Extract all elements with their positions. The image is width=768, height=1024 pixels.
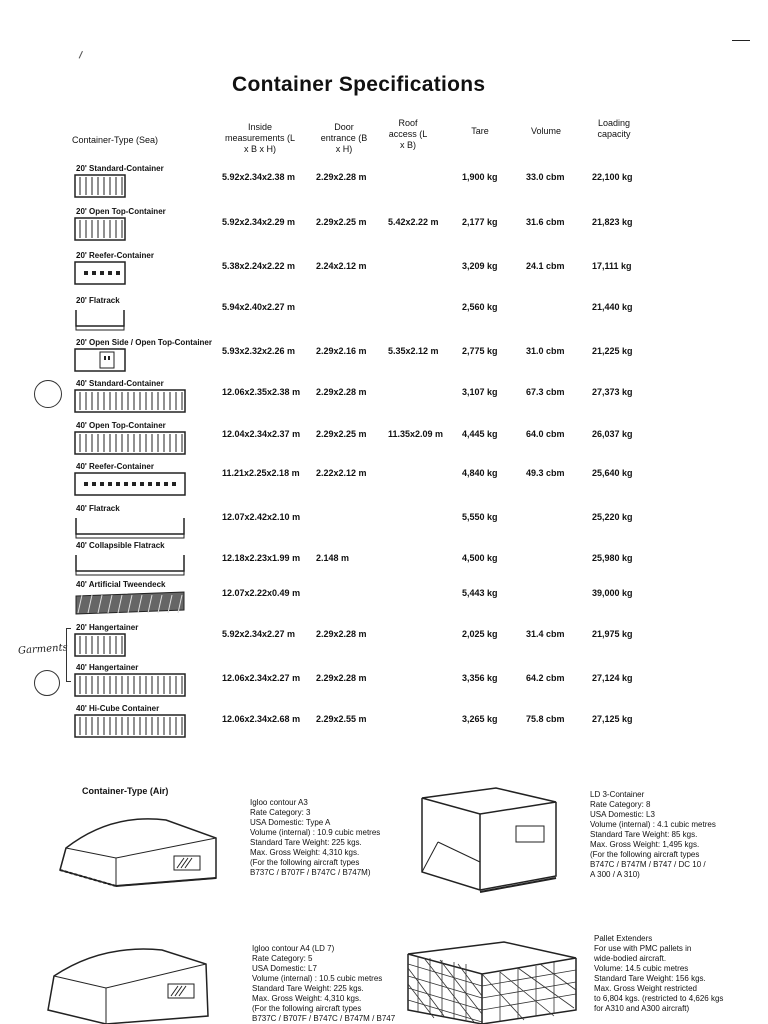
cell-volume: 49.3 cbm	[526, 468, 565, 478]
cell-tare: 1,900 kg	[462, 172, 498, 182]
cell-loading: 27,124 kg	[592, 673, 633, 683]
cell-inside: 12.06x2.34x2.68 m	[222, 714, 301, 724]
scan-mark-top-right	[732, 40, 750, 41]
reefer-20-icon	[74, 261, 126, 287]
header-door: Door entrance (B x H)	[320, 122, 368, 154]
air-item-pallet-extenders: Pallet Extenders For use with PMC pallets in wide-bodied aircraft. Volume: 14.5 cubic metres Standard Tare Weight: 156 kgs. Max. Gross Weight restricted to 6,804 kgs. (restricted to 4,626 kgs for A310 and A300 aircraft)	[594, 934, 724, 1013]
container-type-name: 40' Collapsible Flatrack	[76, 541, 165, 550]
cell-inside: 12.06x2.34x2.27 m	[222, 673, 301, 683]
table-row	[0, 623, 768, 663]
bracket-mark	[66, 628, 71, 682]
cell-loading: 25,640 kg	[592, 468, 633, 478]
cell-tare: 2,177 kg	[462, 217, 498, 227]
cell-loading: 26,037 kg	[592, 429, 633, 439]
air-section-title: Container-Type (Air)	[82, 786, 169, 796]
cell-loading: 17,111 kg	[592, 261, 632, 271]
cell-inside: 12.07x2.22x0.49 m	[222, 588, 301, 598]
pallet-extender-illustration	[404, 924, 584, 1024]
container-40-icon	[74, 673, 186, 699]
cell-door: 2.29x2.28 m	[316, 387, 367, 397]
cell-tare: 3,265 kg	[462, 714, 498, 724]
table-row	[0, 296, 768, 336]
cell-volume: 64.2 cbm	[526, 673, 565, 683]
cell-tare: 5,443 kg	[462, 588, 498, 598]
igloo-a3-illustration	[56, 808, 226, 890]
container-20-icon	[74, 217, 126, 243]
header-inside: Inside measurements (L x B x H)	[224, 122, 296, 154]
cell-loading: 27,125 kg	[592, 714, 633, 724]
reefer-40-icon	[74, 472, 186, 498]
cell-tare: 2,775 kg	[462, 346, 498, 356]
air-item-ld3: LD 3-Container Rate Category: 8 USA Domestic: L3 Volume (internal) : 4.1 cubic metres Standard Tare Weight: 85 kgs. Max. Gross Weight: 1,495 kgs. (For the following aircraft types B747C / B747M / B747 / DC 10 / A 300 / A 310)	[590, 790, 716, 879]
air-item-igloo-a4: Igloo contour A4 (LD 7) Rate Category: 5 USA Domestic: L7 Volume (internal) : 10.5 cubic metres Standard Tare Weight: 225 kgs. Max. Gross Weight: 4,310 kgs. (For the following aircraft types B737C / B707F / B747C / B747M / B747	[252, 944, 396, 1023]
container-20-icon	[74, 174, 126, 200]
cell-inside: 5.92x2.34x2.38 m	[222, 172, 296, 182]
container-type-name: 20' Flatrack	[76, 296, 120, 305]
cell-loading: 25,220 kg	[592, 512, 633, 522]
container-type-name: 40' Reefer-Container	[76, 462, 154, 471]
igloo-a4-illustration	[44, 940, 220, 1024]
air-item-igloo-a3: Igloo contour A3 Rate Category: 3 USA Domestic: Type A Volume (internal) : 10.9 cubic metres Standard Tare Weight: 225 kgs. Max. Gross Weight: 4,310 kgs. (For the following aircraft types B737C / B707F / B747C / B747M)	[250, 798, 381, 877]
container-40-icon	[74, 714, 186, 740]
cell-tare: 5,550 kg	[462, 512, 498, 522]
cell-inside: 5.92x2.34x2.29 m	[222, 217, 296, 227]
cell-door: 2.29x2.28 m	[316, 673, 367, 683]
cell-volume: 64.0 cbm	[526, 429, 565, 439]
container-type-name: 20' Reefer-Container	[76, 251, 154, 260]
header-tare: Tare	[471, 126, 489, 136]
container-type-name: 40' Standard-Container	[76, 379, 164, 388]
table-row	[0, 504, 768, 544]
cell-loading: 21,225 kg	[592, 346, 633, 356]
container-type-name: 40' Open Top-Container	[76, 421, 166, 430]
flatrack-40-icon	[74, 514, 186, 540]
cell-door: 2.29x2.28 m	[316, 172, 367, 182]
table-row	[0, 663, 768, 703]
header-loading: Loading capacity	[597, 118, 631, 139]
container-type-name: 40' Artificial Tweendeck	[76, 580, 166, 589]
cell-inside: 12.07x2.42x2.10 m	[222, 512, 301, 522]
cell-inside: 5.38x2.24x2.22 m	[222, 261, 296, 271]
cell-volume: 24.1 cbm	[526, 261, 565, 271]
cell-door: 2.29x2.25 m	[316, 429, 367, 439]
container-40-icon	[74, 389, 186, 415]
cell-loading: 21,823 kg	[592, 217, 633, 227]
flatrack-20-icon	[74, 306, 126, 332]
cell-volume: 33.0 cbm	[526, 172, 565, 182]
cell-tare: 3,356 kg	[462, 673, 498, 683]
cell-tare: 3,107 kg	[462, 387, 498, 397]
ld3-container-illustration	[418, 780, 568, 900]
cell-door: 2.29x2.16 m	[316, 346, 367, 356]
table-row	[0, 164, 768, 204]
table-row	[0, 462, 768, 502]
cell-loading: 21,975 kg	[592, 629, 633, 639]
cell-inside: 12.06x2.35x2.38 m	[222, 387, 301, 397]
cell-roof: 5.35x2.12 m	[388, 346, 439, 356]
header-volume: Volume	[530, 126, 562, 136]
cell-inside: 5.93x2.32x2.26 m	[222, 346, 296, 356]
header-roof: Roof access (L x B)	[388, 118, 428, 150]
cell-door: 2.29x2.55 m	[316, 714, 367, 724]
cell-loading: 39,000 kg	[592, 588, 633, 598]
container-type-name: 20' Open Top-Container	[76, 207, 166, 216]
cell-tare: 4,445 kg	[462, 429, 498, 439]
cell-loading: 22,100 kg	[592, 172, 633, 182]
cell-door: 2.24x2.12 m	[316, 261, 367, 271]
cell-volume: 75.8 cbm	[526, 714, 565, 724]
container-type-name: 20' Open Side / Open Top-Container	[76, 338, 212, 347]
container-type-name: 40' Flatrack	[76, 504, 120, 513]
cell-volume: 31.6 cbm	[526, 217, 565, 227]
openside-20-icon	[74, 348, 126, 374]
container-type-name: 40' Hangertainer	[76, 663, 139, 672]
cell-door: 2.29x2.28 m	[316, 629, 367, 639]
table-row	[0, 251, 768, 291]
page-title: Container Specifications	[232, 73, 486, 96]
cell-roof: 11.35x2.09 m	[388, 429, 444, 439]
table-row	[0, 580, 768, 620]
hole-punch-lower	[34, 670, 60, 696]
tweendeck-40-icon	[74, 590, 186, 616]
cell-tare: 2,560 kg	[462, 302, 498, 312]
cell-door: 2.148 m	[316, 553, 350, 563]
cell-tare: 2,025 kg	[462, 629, 498, 639]
table-row	[0, 704, 768, 744]
container-20-icon	[74, 633, 126, 659]
container-type-name: 20' Standard-Container	[76, 164, 164, 173]
scan-mark-top-left	[79, 51, 89, 61]
cell-inside: 11.21x2.25x2.18 m	[222, 468, 300, 478]
cell-inside: 12.18x2.23x1.99 m	[222, 553, 301, 563]
cell-loading: 21,440 kg	[592, 302, 633, 312]
cell-inside: 5.94x2.40x2.27 m	[222, 302, 296, 312]
cell-tare: 4,500 kg	[462, 553, 498, 563]
cell-door: 2.22x2.12 m	[316, 468, 367, 478]
handwritten-garments: Garments	[17, 642, 69, 657]
cell-inside: 12.04x2.34x2.37 m	[222, 429, 301, 439]
container-40-icon	[74, 431, 186, 457]
container-type-name: 40' Hi-Cube Container	[76, 704, 160, 713]
cell-inside: 5.92x2.34x2.27 m	[222, 629, 296, 639]
table-row	[0, 379, 768, 419]
table-row	[0, 421, 768, 461]
flatrack-40-icon	[74, 551, 186, 577]
cell-loading: 25,980 kg	[592, 553, 633, 563]
cell-loading: 27,373 kg	[592, 387, 633, 397]
container-type-name: 20' Hangertainer	[76, 623, 139, 632]
cell-roof: 5.42x2.22 m	[388, 217, 439, 227]
cell-door: 2.29x2.25 m	[316, 217, 367, 227]
cell-volume: 31.4 cbm	[526, 629, 565, 639]
cell-volume: 67.3 cbm	[526, 387, 565, 397]
table-row	[0, 207, 768, 247]
table-row	[0, 541, 768, 581]
cell-volume: 31.0 cbm	[526, 346, 565, 356]
hole-punch-upper	[34, 380, 62, 408]
cell-tare: 4,840 kg	[462, 468, 498, 478]
cell-tare: 3,209 kg	[462, 261, 498, 271]
header-type: Container-Type (Sea)	[72, 135, 159, 145]
table-row	[0, 338, 768, 378]
